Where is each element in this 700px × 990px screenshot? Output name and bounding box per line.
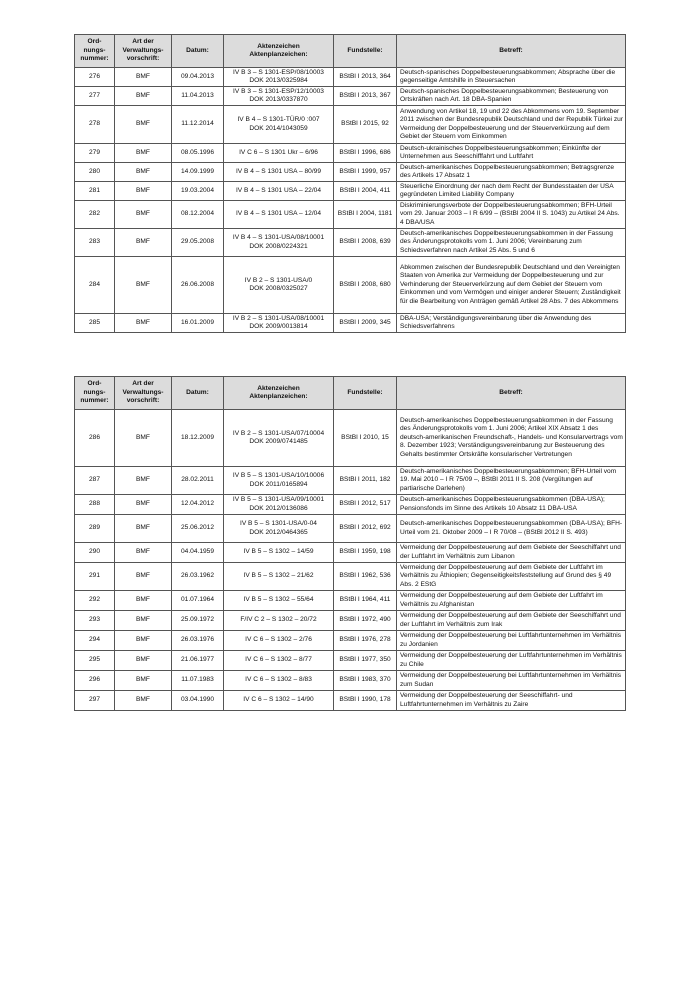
cell-aktenzeichen [224,611,334,631]
table-row [75,651,626,671]
table-row [75,611,626,631]
cell-ordnungsnummer: 286 [75,410,115,467]
cell-betreff: Deutsch-amerikanisches Doppelbesteuerungsabkommen (DBA-USA); Pensionsfonds im Sinne des Artikels 10 Absatz 11 DBA-USA [397,495,626,515]
cell-ordnungsnummer: 282 [75,201,115,229]
aktenzeichen-line: IV B 5 – S 1301-USA/0-04 [240,520,317,528]
cell-datum: 25.06.2012 [172,515,224,543]
cell-fundstelle: BStBl I 2004, 1181 [334,201,397,229]
cell-ordnungsnummer: 293 [75,611,115,631]
cell-ordnungsnummer: 288 [75,495,115,515]
table-row [75,467,626,495]
aktenzeichen-line: IV C 6 – S 1302 – 8/83 [245,676,312,684]
cell-betreff: Deutsch-amerikanisches Doppelbesteuerungsabkommen; BFH-Urteil vom 19. Mai 2010 – I R 75/09 –, BStBl 2011 II S. 208 (Vergütungen auf partiarische Darlehen) [397,467,626,495]
cell-datum: 11.07.1983 [172,671,224,691]
cell-ordnungsnummer: 278 [75,106,115,144]
cell-fundstelle: BStBl I 2008, 680 [334,257,397,314]
cell-betreff: Vermeidung der Doppelbesteuerung auf dem Gebiete der Luftfahrt im Verhältnis zu Äthiopien; Gegenseitigkeitsfeststellung auf Grund des § 49 Abs. 2 EStG [397,563,626,591]
cell-aktenzeichen [224,68,334,87]
aktenzeichen-line: IV B 5 – S 1302 – 14/59 [243,548,314,556]
aktenzeichen-line: DOK 2012/0464365 [249,528,308,536]
cell-art: BMF [115,182,172,201]
header-aktenzeichen: Aktenzeichen Aktenplanzeichen: [224,35,334,68]
aktenzeichen-line: IV B 4 – S 1301 USA – 80/99 [235,167,322,175]
cell-aktenzeichen [224,106,334,144]
aktenzeichen-line: IV B 2 – S 1301-USA/07/10004 [232,429,325,437]
cell-ordnungsnummer: 287 [75,467,115,495]
cell-betreff: Deutsch-amerikanisches Doppelbesteuerungsabkommen in der Fassung des Änderungsprotokolls vom 1. Juni 2006; Artikel XIX Absatz 1 des deutsch-amerikanischen Freundschaft-, Handels- und Konsularvertrags vom 8. Dezember 1923; Verständigungsvereinbarung zur Besteuerung des Gehalts bestimmter Ortskräfte konsularischer Vertretungen [397,410,626,467]
cell-betreff: Deutsch-amerikanisches Doppelbesteuerungsabkommen (DBA-USA); BFH-Urteil vom 21. Oktober 2009 – I R 70/08 – (BStBl 2012 II S. 493) [397,515,626,543]
cell-art: BMF [115,201,172,229]
cell-aktenzeichen [224,144,334,163]
cell-aktenzeichen [224,257,334,314]
table-header [75,35,626,68]
cell-betreff: Deutsch-amerikanisches Doppelbesteuerungsabkommen; Betragsgrenze des Artikels 17 Absatz 1 [397,163,626,182]
cell-art: BMF [115,314,172,333]
cell-betreff: Vermeidung der Doppelbesteuerung bei Luftfahrtunternehmen im Verhältnis zum Sudan [397,671,626,691]
cell-aktenzeichen [224,467,334,495]
aktenzeichen-line: IV B 5 – S 1301-USA/10/10006 [232,472,325,480]
aktenzeichen-line: IV B 4 – S 1301 USA – 22/04 [235,186,322,194]
cell-ordnungsnummer: 297 [75,691,115,711]
header-art: Art der Verwaltungs- vorschrift: [115,35,172,68]
cell-datum: 14.09.1999 [172,163,224,182]
cell-betreff: Vermeidung der Doppelbesteuerung auf dem Gebiete der Seeschiffahrt und der Luftfahrt im Verhältnis zum Irak [397,611,626,631]
aktenzeichen-line: IV B 5 – S 1302 – 55/64 [243,596,314,604]
cell-art: BMF [115,68,172,87]
aktenzeichen-line: DOK 2013/0325984 [249,77,308,84]
cell-datum: 01.07.1964 [172,591,224,611]
table-row [75,671,626,691]
table-row [75,515,626,543]
cell-art: BMF [115,515,172,543]
cell-aktenzeichen [224,543,334,563]
cell-art: BMF [115,651,172,671]
cell-datum: 18.12.2009 [172,410,224,467]
aktenzeichen-line: DOK 2008/0325027 [249,285,308,292]
header-art: Art der Verwaltungs- vorschrift: [115,377,172,410]
cell-datum: 26.03.1976 [172,631,224,651]
table-row [75,257,626,314]
cell-betreff: Steuerliche Einordnung der nach dem Recht der Bundesstaaten der USA gegründeten Limited Liability Company [397,182,626,201]
aktenzeichen-line: DOK 2011/0165894 [249,480,308,488]
cell-datum: 25.09.1972 [172,611,224,631]
table-row [75,563,626,591]
cell-fundstelle: BStBl I 2008, 639 [334,229,397,257]
cell-ordnungsnummer: 291 [75,563,115,591]
cell-fundstelle: BStBl I 2012, 692 [334,515,397,543]
cell-fundstelle: BStBl I 1977, 350 [334,651,397,671]
cell-aktenzeichen [224,691,334,711]
header-betreff: Betreff: [397,377,626,410]
cell-fundstelle: BStBl I 2013, 364 [334,68,397,87]
cell-datum: 16.01.2009 [172,314,224,333]
header-fundstelle: Fundstelle: [334,377,397,410]
header-aktenzeichen: Aktenzeichen Aktenplanzeichen: [224,377,334,410]
table-row [75,495,626,515]
cell-fundstelle: BStBl I 1964, 411 [334,591,397,611]
cell-betreff: Abkommen zwischen der Bundesrepublik Deutschland und den Vereinigten Staaten von Amerika zur Vermeidung der Doppelbesteuerung und zur Verhinderung der Steuerverkürzung auf dem Gebiet der Steuern vom Einkommen und vom Vermögen und einiger anderer Steuern; Zuständigkeit für die Bearbeitung von Anträgen gemäß Artikel 28 Abs. 7 des Abkommens [397,257,626,314]
cell-art: BMF [115,410,172,467]
cell-datum: 09.04.2013 [172,68,224,87]
cell-fundstelle: BStBl I 2013, 367 [334,87,397,106]
table-row [75,229,626,257]
aktenzeichen-line: IV C 6 – S 1301 Ukr – 6/96 [239,148,318,156]
cell-datum: 03.04.1990 [172,691,224,711]
cell-datum: 08.12.2004 [172,201,224,229]
cell-datum: 11.12.2014 [172,106,224,144]
aktenzeichen-line: IV B 4 – S 1301 USA – 12/04 [235,210,322,218]
table-body [75,68,626,333]
cell-aktenzeichen [224,671,334,691]
table-row [75,106,626,144]
cell-fundstelle: BStBl I 2010, 15 [334,410,397,467]
cell-ordnungsnummer: 285 [75,314,115,333]
table-row [75,631,626,651]
cell-ordnungsnummer: 296 [75,671,115,691]
aktenzeichen-line: IV C 6 – S 1302 – 14/90 [243,696,314,704]
cell-datum: 04.04.1959 [172,543,224,563]
cell-fundstelle: BStBl I 1976, 278 [334,631,397,651]
cell-datum: 19.03.2004 [172,182,224,201]
aktenzeichen-line: IV B 4 – S 1301-TÜR/0 :007 [237,116,320,124]
cell-betreff: Vermeidung der Doppelbesteuerung bei Luftfahrtunternehmen im Verhältnis zu Jordanien [397,631,626,651]
cell-ordnungsnummer: 290 [75,543,115,563]
cell-art: BMF [115,611,172,631]
cell-aktenzeichen [224,87,334,106]
cell-ordnungsnummer: 283 [75,229,115,257]
cell-ordnungsnummer: 279 [75,144,115,163]
cell-datum: 21.06.1977 [172,651,224,671]
cell-art: BMF [115,591,172,611]
cell-aktenzeichen [224,515,334,543]
aktenzeichen-line: DOK 2014/1043059 [249,124,308,132]
cell-aktenzeichen [224,229,334,257]
cell-aktenzeichen [224,201,334,229]
regulations-table-2 [74,376,626,711]
table-body [75,410,626,711]
table-row [75,87,626,106]
header-betreff: Betreff: [397,35,626,68]
cell-datum: 12.04.2012 [172,495,224,515]
cell-betreff: Vermeidung der Doppelbesteuerung der Luftfahrtunternehmen im Verhältnis zu Chile [397,651,626,671]
cell-fundstelle: BStBl I 1996, 686 [334,144,397,163]
cell-ordnungsnummer: 295 [75,651,115,671]
header-datum: Datum: [172,377,224,410]
cell-art: BMF [115,257,172,314]
cell-datum: 28.02.2011 [172,467,224,495]
table-row [75,68,626,87]
cell-ordnungsnummer: 276 [75,68,115,87]
header-fundstelle: Fundstelle: [334,35,397,68]
aktenzeichen-line: IV C 6 – S 1302 – 2/76 [245,636,312,644]
table-row [75,591,626,611]
aktenzeichen-line: DOK 2009/0741485 [249,438,308,445]
cell-art: BMF [115,631,172,651]
cell-aktenzeichen [224,163,334,182]
aktenzeichen-line: IV C 6 – S 1302 – 8/77 [245,656,312,664]
cell-art: BMF [115,229,172,257]
cell-fundstelle: BStBl I 2015, 92 [334,106,397,144]
cell-aktenzeichen [224,495,334,515]
cell-datum: 29.05.2008 [172,229,224,257]
cell-fundstelle: BStBl I 1972, 490 [334,611,397,631]
cell-betreff: Vermeidung der Doppelbesteuerung auf dem Gebiete der Luftfahrt im Verhältnis zu Afghanistan [397,591,626,611]
table-row [75,691,626,711]
aktenzeichen-line: DOK 2008/0224321 [249,242,308,250]
cell-aktenzeichen [224,410,334,467]
table-row [75,144,626,163]
cell-fundstelle: BStBl I 2004, 411 [334,182,397,201]
cell-ordnungsnummer: 284 [75,257,115,314]
cell-fundstelle: BStBl I 1983, 370 [334,671,397,691]
cell-ordnungsnummer: 280 [75,163,115,182]
table-row [75,182,626,201]
aktenzeichen-line: IV B 3 – S 1301-ESP/08/10003 [233,68,324,76]
table-row [75,543,626,563]
cell-betreff: Deutsch-ukrainisches Doppelbesteuerungsabkommen; Einkünfte der Unternehmen aus Seeschifffahrt und Luftfahrt [397,144,626,163]
cell-fundstelle: BStBl I 1962, 536 [334,563,397,591]
header-datum: Datum: [172,35,224,68]
cell-betreff: Deutsch-spanisches Doppelbesteuerungsabkommen; Absprache über die gegenseitige Amtshilfe in Steuersachen [397,68,626,87]
cell-ordnungsnummer: 281 [75,182,115,201]
cell-betreff: Deutsch-spanisches Doppelbesteuerungsabkommen; Besteuerung von Ortskräften nach Art. 18 DBA-Spanien [397,87,626,106]
cell-aktenzeichen [224,563,334,591]
cell-betreff: DBA-USA; Verständigungsvereinbarung über die Anwendung des Schiedsverfahrens [397,314,626,333]
cell-datum: 26.06.2008 [172,257,224,314]
aktenzeichen-line: IV B 4 – S 1301-USA/08/10001 [232,234,325,242]
cell-aktenzeichen [224,591,334,611]
table-row [75,201,626,229]
table-row [75,410,626,467]
table-row [75,163,626,182]
aktenzeichen-line: IV B 5 – S 1302 – 21/62 [243,572,314,580]
cell-fundstelle: BStBl I 2009, 345 [334,314,397,333]
aktenzeichen-line: DOK 2012/0136086 [249,504,308,512]
cell-aktenzeichen [224,314,334,333]
cell-betreff: Anwendung von Artikel 18, 19 und 22 des Abkommens vom 19. September 2011 zwischen der Bundesrepublik Deutschland und der Republik Türkei zur Vermeidung der Doppelbesteuerung und der Steuerverkürzung auf dem Gebiet der Steuern vom Einkommen [397,106,626,144]
cell-fundstelle: BStBl I 2012, 517 [334,495,397,515]
cell-betreff: Diskriminierungsverbote der Doppelbesteuerungsabkommen; BFH-Urteil vom 29. Januar 2003 – I R 6/99 – (BStBl 2004 II S. 1043) zu Artikel 24 Abs. 4 DBA/USA [397,201,626,229]
aktenzeichen-line: DOK 2009/0013814 [249,323,308,330]
cell-art: BMF [115,87,172,106]
regulations-table-1 [74,34,626,333]
cell-betreff: Deutsch-amerikanisches Doppelbesteuerungsabkommen in der Fassung des Änderungsprotokolls vom 1. Juni 2006; Vereinbarung zum Schiedsverfahren nach Artikel 25 Abs. 5 und 6 [397,229,626,257]
cell-fundstelle: BStBl I 1959, 198 [334,543,397,563]
cell-art: BMF [115,144,172,163]
cell-art: BMF [115,106,172,144]
cell-fundstelle: BStBl I 1990, 178 [334,691,397,711]
cell-art: BMF [115,563,172,591]
aktenzeichen-line: IV B 2 – S 1301-USA/08/10001 [232,314,325,322]
aktenzeichen-line: IV B 5 – S 1301-USA/09/10001 [232,496,325,504]
table-header [75,377,626,410]
cell-datum: 08.05.1996 [172,144,224,163]
cell-aktenzeichen [224,651,334,671]
cell-datum: 11.04.2013 [172,87,224,106]
cell-art: BMF [115,691,172,711]
cell-aktenzeichen [224,631,334,651]
cell-art: BMF [115,495,172,515]
cell-art: BMF [115,467,172,495]
cell-fundstelle: BStBl I 1999, 957 [334,163,397,182]
cell-fundstelle: BStBl I 2011, 182 [334,467,397,495]
cell-betreff: Vermeidung der Doppelbesteuerung auf dem Gebiete der Seeschiffahrt und der Luftfahrt im Verhältnis zum Libanon [397,543,626,563]
table-row [75,314,626,333]
cell-ordnungsnummer: 294 [75,631,115,651]
cell-datum: 26.03.1962 [172,563,224,591]
cell-ordnungsnummer: 277 [75,87,115,106]
cell-art: BMF [115,163,172,182]
aktenzeichen-line: DOK 2013/0337870 [249,96,308,103]
aktenzeichen-line: IV B 3 – S 1301-ESP/12/10003 [233,87,324,95]
header-ordnungsnummer: Ord- nungs- nummer: [75,377,115,410]
header-ordnungsnummer: Ord- nungs- nummer: [75,35,115,68]
cell-ordnungsnummer: 289 [75,515,115,543]
cell-art: BMF [115,543,172,563]
cell-ordnungsnummer: 292 [75,591,115,611]
cell-aktenzeichen [224,182,334,201]
aktenzeichen-line: F/IV C 2 – S 1302 – 20/72 [240,616,317,624]
cell-betreff: Vermeidung der Doppelbesteuerung der Seeschiffahrt- und Luftfahrtunternehmen im Verhältnis zu Zaire [397,691,626,711]
aktenzeichen-line: IV B 2 – S 1301-USA/0 [244,276,313,284]
cell-art: BMF [115,671,172,691]
